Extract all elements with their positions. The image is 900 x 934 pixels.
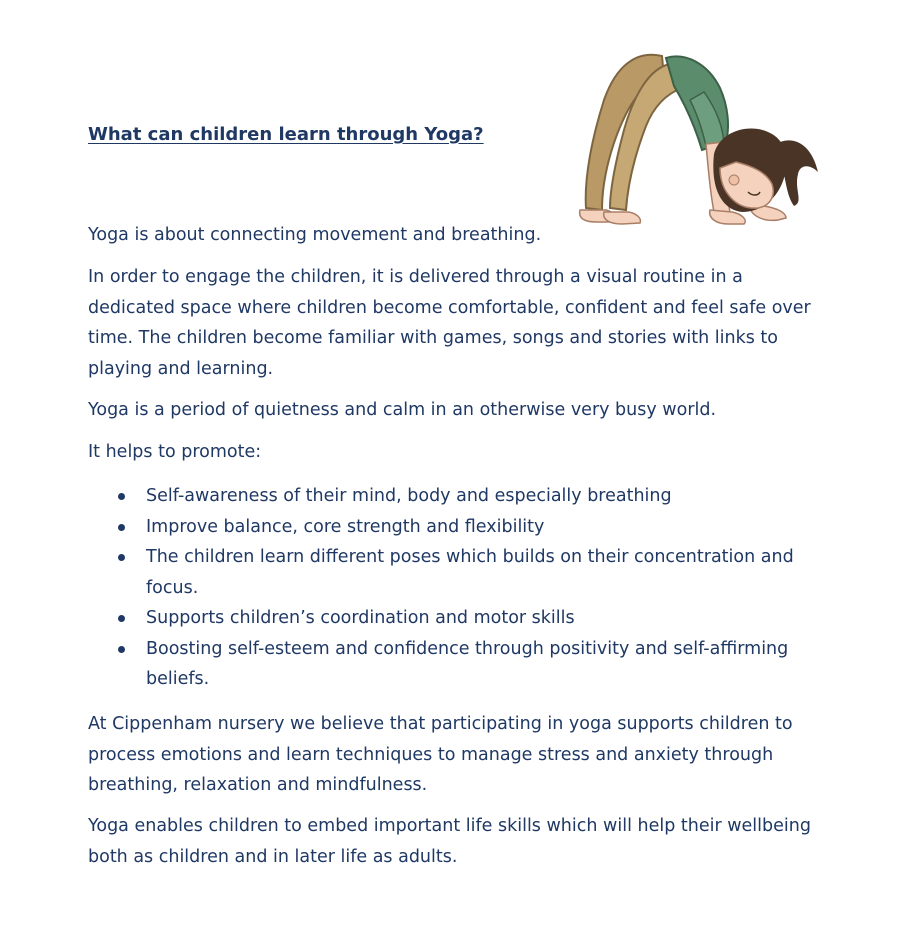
child-yoga-downward-dog-icon bbox=[574, 42, 824, 228]
bullet-icon bbox=[118, 524, 125, 531]
list-item-text: Boosting self-esteem and confidence through positivity and self-affirming beliefs. bbox=[146, 638, 789, 689]
list-item bbox=[88, 603, 818, 634]
list-item-text: Supports children’s coordination and motor skills bbox=[146, 608, 575, 628]
quiet-paragraph: Yoga is a period of quietness and calm in an otherwise very busy world. bbox=[88, 400, 717, 420]
bullet-icon bbox=[118, 554, 125, 561]
closing-paragraph: Yoga enables children to embed important life skills which will help their wellbeing both as children and in later life as adults. bbox=[88, 816, 811, 867]
bullet-icon bbox=[118, 493, 125, 500]
benefits-list bbox=[88, 481, 818, 695]
engage-paragraph: In order to engage the children, it is delivered through a visual routine in a dedicated space where children become comfortable, confident and feel safe over time. The children become familiar with games, songs and stories with links to playing and learning. bbox=[88, 267, 811, 379]
bullet-icon bbox=[118, 615, 125, 622]
page-title: What can children learn through Yoga? bbox=[88, 124, 484, 145]
list-item bbox=[88, 512, 818, 543]
list-item-text: Self-awareness of their mind, body and especially breathing bbox=[146, 486, 672, 506]
bullet-icon bbox=[118, 646, 125, 653]
list-item bbox=[88, 634, 818, 695]
intro-paragraph: Yoga is about connecting movement and breathing. bbox=[88, 225, 542, 245]
promote-heading: It helps to promote: bbox=[88, 442, 262, 462]
list-item bbox=[88, 542, 818, 603]
nursery-paragraph: At Cippenham nursery we believe that participating in yoga supports children to process emotions and learn techniques to manage stress and anxiety through breathing, relaxation and mindfulness. bbox=[88, 714, 793, 795]
list-item bbox=[88, 481, 818, 512]
list-item-text: The children learn different poses which builds on their concentration and focus. bbox=[146, 547, 794, 598]
list-item-text: Improve balance, core strength and flexibility bbox=[146, 516, 545, 537]
